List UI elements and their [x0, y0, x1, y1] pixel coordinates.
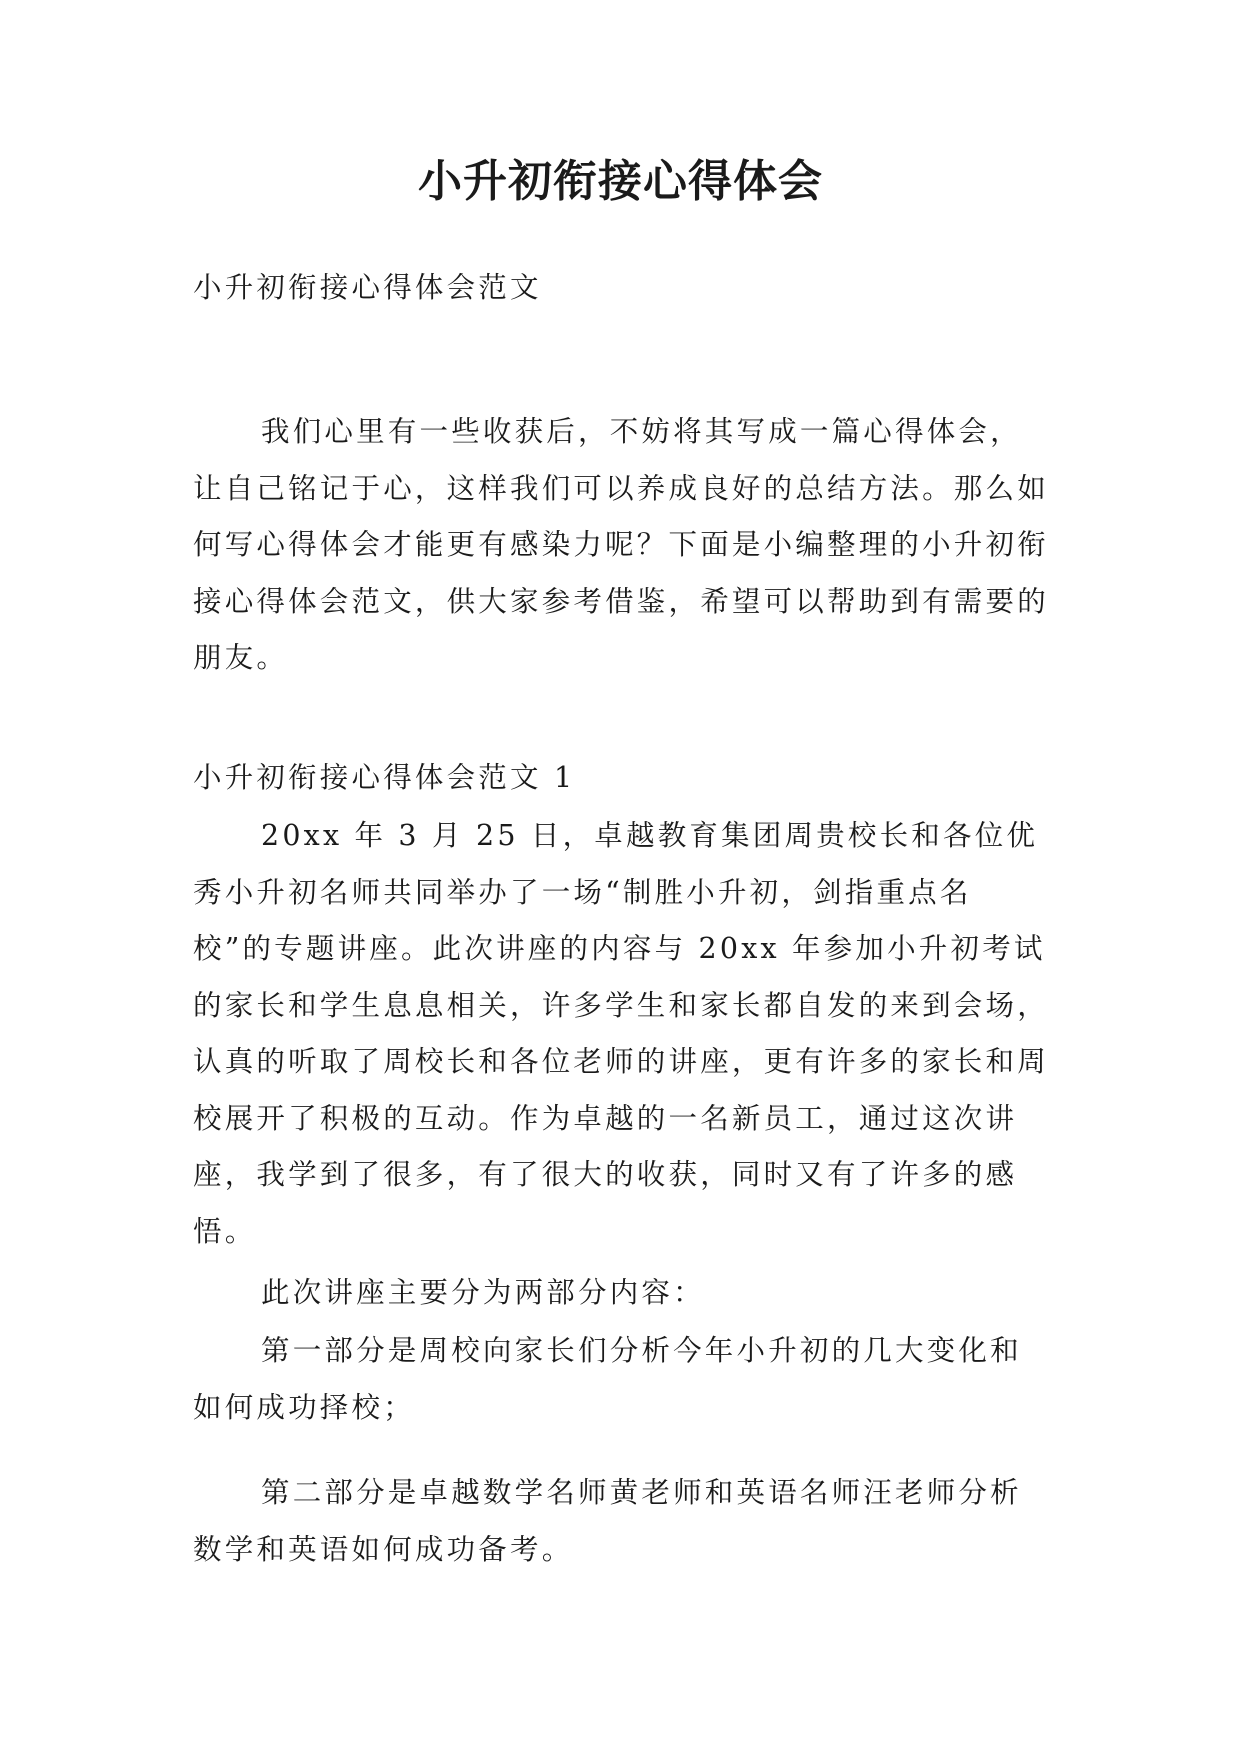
body-paragraph: 此次讲座主要分为两部分内容：	[261, 1276, 705, 1309]
document-title: 小升初衔接心得体会	[418, 156, 823, 207]
document-subtitle: 小升初衔接心得体会范文	[193, 271, 542, 304]
body-paragraph: 第一部分是周校向家长们分析今年小升初的几大变化和如何成功择校；	[193, 1334, 1022, 1424]
body-paragraph: 20xx 年 3 月 25 日，卓越教育集团周贵校长和各位优秀小升初名师共同举办了一场“制胜小升初，剑指重点名校”的专题讲座。此次讲座的内容与 20xx 年参加小升初考试的家长和学生息息相关，许多学生和家长都自发的来到会场，认真的听取了周校长和各位老师的讲座，更有许多的家长和周校展开了积极的互动。作为卓越的一名新员工，通过这次讲座，我学到了很多，有了很大的收获，同时又有了许多的感悟。	[193, 819, 1049, 1248]
intro-paragraph: 我们心里有一些收获后，不妨将其写成一篇心得体会，让自己铭记于心，这样我们可以养成良好的总结方法。那么如何写心得体会才能更有感染力呢？下面是小编整理的小升初衔接心得体会范文，供大家参考借鉴，希望可以帮助到有需要的朋友。	[193, 415, 1049, 674]
body-paragraph: 第二部分是卓越数学名师黄老师和英语名师汪老师分析数学和英语如何成功备考。	[193, 1476, 1022, 1566]
section-heading: 小升初衔接心得体会范文 1	[193, 761, 576, 794]
